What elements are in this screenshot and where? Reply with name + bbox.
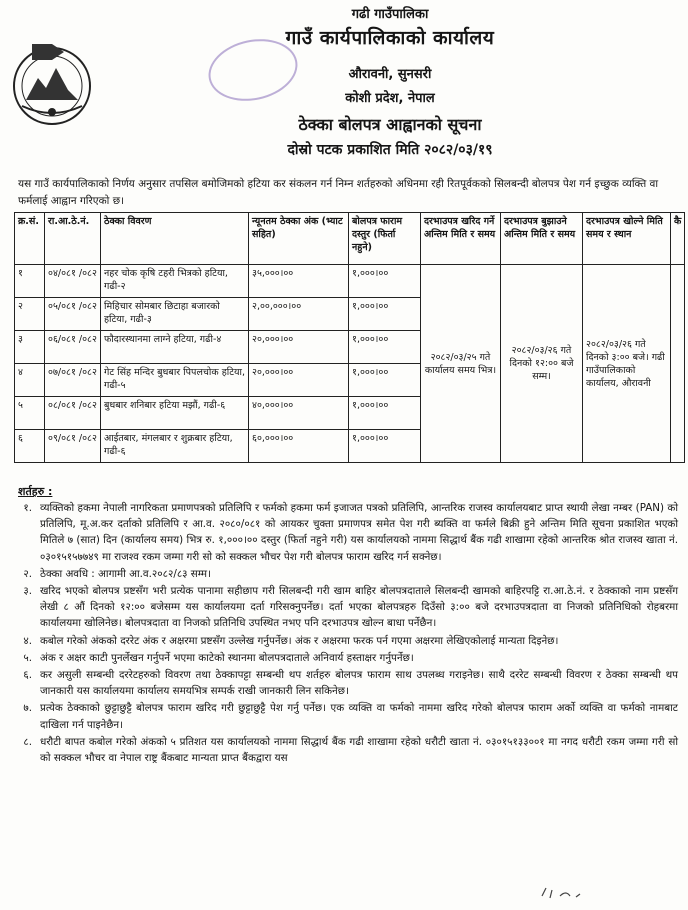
intro-paragraph: यस गाउँ कार्यपालिकाको निर्णय अनुसार तपसिल बमोजिमको हटिया कर संकलन गर्न निम्न शर्तहरुको अधिनमा रही रितपूर्वकको सिलबन्दी बोलपत्र पेश गर्न इच्छुक व्यक्ति वा फर्मलाई आह्वान गरिएको छ।	[18, 178, 659, 207]
province-line: कोशी प्रदेश, नेपाल	[345, 91, 435, 106]
table-header-row	[15, 213, 685, 265]
col-header-opening: दरभाउपत्र खोल्ने मिति समय र स्थान	[583, 213, 671, 265]
cell-description: आईतबार, मंगलबार र शुक्रबार हटिया, गढी-६	[101, 430, 249, 463]
cell-amount: ६०,०००।००	[249, 430, 349, 463]
condition-number: ८.	[23, 735, 32, 748]
col-header-form-fee: बोलपत्र फाराम दस्तुर (फिर्ता नहुने)	[349, 213, 421, 265]
office-address: औरावनी, सुनसरी	[348, 67, 432, 82]
conditions-list	[12, 500, 678, 767]
condition-number: १.	[23, 502, 32, 514]
cell-sn: ५	[15, 397, 45, 430]
condition-text: कर असुली सम्बन्धी दररेटहरुको विवरण तथा ठेक्कापट्टा सम्बन्धी थप शर्तहरु बोलपत्र फाराम साथ उपलब्ध गराइनेछ। साथै दररेट सम्बन्धी विवरण र ठेक्का सम्बन्धी थप जानकारी यस कार्यालयमा कार्यालय समयभित्र सम्पर्क राखी जानकारी लिन सकिनेछ।	[40, 669, 678, 698]
cell-description: नहर चोक कृषि टहरी भित्रको हटिया, गढी-२	[101, 265, 249, 298]
cell-submit-deadline: २०८२/०३/२६ गते दिनको १२:०० बजे सम्म।	[501, 265, 583, 463]
cell-amount: २०,०००।००	[249, 331, 349, 364]
col-header-description: ठेक्का विवरण	[101, 213, 249, 265]
condition-number: ७.	[23, 702, 32, 715]
cell-amount: २०,०००।००	[249, 364, 349, 397]
condition-item	[12, 650, 678, 666]
conditions-heading: शर्तहरु :	[18, 485, 53, 498]
cell-fee: १,०००।००	[349, 364, 421, 397]
col-header-remarks: कै	[671, 213, 685, 265]
condition-text: ठेक्का अवधि : आगामी आ.व.२०८२/८३ सम्म।	[40, 567, 211, 580]
col-header-min-amount: न्यूनतम ठेक्का अंक (भ्याट सहित)	[249, 213, 349, 265]
cell-sn: १	[15, 265, 45, 298]
condition-text: खरिद भएको बोलपत्र प्रष्टसँग भरी प्रत्येक पानामा सहीछाप गरी सिलबन्दी गरी खाम बाहिर बोलपत्रदाताले सिलबन्दी खामको बाहिरपट्टि रा.आ.ठे.नं. र ठेक्काको नाम प्रष्टसँग लेखी ८ औं दिनको १२:०० बजेसम्म यस कार्यालयमा दर्ता गरिसक्नुपर्नेछ। दर्ता भएका बोलपत्रहरु दिउँसो ३:०० बजे दरभाउपत्रदाता वा निजको प्रतिनिधिको रोहबरमा कार्यालयमा खोलिनेछ। बोलपत्रदाता वा निजको प्रतिनिधि उपस्थित नभए पनि दरभाउपत्र खोल्न बाधा पर्नेछैन।	[40, 585, 678, 630]
col-header-submit-deadline: दरभाउपत्र बुझाउने अन्तिम मिति र समय	[501, 213, 583, 265]
cell-description: मिहिचार सोमबार छिटाहा बजारको हटिया, गढी-३	[101, 298, 249, 331]
office-title: गाउँ कार्यपालिकाको कार्यालय	[285, 27, 495, 49]
cell-contract-no: ०५/०८१ /०८२	[45, 298, 101, 331]
cell-contract-no: ०९/०८१ /०८२	[45, 430, 101, 463]
condition-item	[12, 700, 678, 732]
col-header-contract-no: रा.आ.ठे.नं.	[45, 213, 101, 265]
cell-description: बुधबार शनिबार हटिया मझौं, गढी-६	[101, 397, 249, 430]
table-row	[15, 265, 685, 298]
cell-sn: ६	[15, 430, 45, 463]
cell-amount: ३५,०००।००	[249, 265, 349, 298]
cell-opening: २०८२/०३/२६ गते दिनको ३:०० बजे। गढी गाउँपालिकाको कार्यालय, औरावनी	[583, 265, 671, 463]
cell-amount: ४०,०००।००	[249, 397, 349, 430]
contract-table	[14, 212, 685, 463]
cell-fee: १,०००।००	[349, 397, 421, 430]
publish-date: दोस्रो पटक प्रकाशित मिति २०८२/०३/१९	[287, 142, 493, 158]
cell-fee: १,०००।००	[349, 298, 421, 331]
cell-description: फौदारस्थानमा लाग्ने हटिया, गढी-४	[101, 331, 249, 364]
condition-text: प्रत्येक ठेक्काको छुट्टाछुट्टै बोलपत्र फाराम खरिद गरी छुट्टाछुट्टै पेश गर्नु पर्नेछ। एक व्यक्ति वा फर्मको नाममा खरिद गरेको बोलपत्र फाराम अर्को व्यक्ति वा फर्मको नामबाट दाखिला गर्न पाइनेछैन।	[40, 702, 678, 731]
notice-title: ठेक्का बोलपत्र आह्वानको सूचना	[298, 115, 482, 134]
cell-contract-no: ०४/०८१ /०८२	[45, 265, 101, 298]
condition-number: २.	[23, 567, 32, 580]
condition-text: कबोल गरेको अंकको दररेट अंक र अक्षरमा प्रष्टसँग उल्लेख गर्नुपर्नेछ। अंक र अक्षरमा फरक पर्न गएमा अक्षरमा लेखिएकोलाई मान्यता दिइनेछ।	[40, 634, 559, 647]
cell-sn: ४	[15, 364, 45, 397]
cell-fee: १,०००।००	[349, 331, 421, 364]
cell-contract-no: ०६/०८१ /०८२	[45, 331, 101, 364]
condition-text: धरौटी बापत कबोल गरेको अंकको ५ प्रतिशत यस कार्यालयको नाममा सिद्धार्थ बैंक गढी शाखामा रहेको धरौटी खाता नं. ०३०१५१३३००१ मा नगद धरौटी रकम जम्मा गरी सो को सक्कल भौचर वा नेपाल राष्ट्र बैंकबाट मान्यता प्राप्त बैंकद्वारा यस	[40, 735, 678, 765]
handwritten-signature	[540, 884, 600, 902]
condition-text: व्यक्तिको हकमा नेपाली नागरिकता प्रमाणपत्रको प्रतिलिपि र फर्मको हकमा फर्म इजाजत पत्रको प्रतिलिपि, आन्तरिक राजस्व कार्यालयबाट प्राप्त स्थायी लेखा नम्बर (PAN) को प्रतिलिपि, मू.अ.कर दर्ताको प्रतिलिपि र आ.व. २०८०/०८१ को आयकर चुक्ता प्रमाणपत्र समेत पेश गरी ब्यक्ति वा फर्मले बिक्री हुने अन्तिम मिति सूचना प्रकाशित भएको मितिले ७ (सात) दिन (कार्यालय समय) भित्र रु. १,०००।०० दस्तुर (फिर्ता नहुने गरी) यस कार्यालयको नाममा सिद्धार्थ बैंक गढी शाखामा रहेको आन्तरिक श्रोत राजस्व खाता नं. ०३०१५१५७७४९ मा राजश्व रकम जम्मा गरी सो को सक्कल भौचर पेश गरी बोलपत्र फाराम खरिद गर्न सक्नेछ।	[40, 502, 678, 563]
cell-purchase-deadline: २०८२/०३/२५ गते कार्यालय समय भित्र।	[421, 265, 501, 463]
condition-item	[12, 667, 678, 699]
cell-remarks	[671, 265, 685, 463]
condition-item	[12, 583, 678, 632]
cell-fee: १,०००।००	[349, 265, 421, 298]
nepal-emblem-icon	[8, 40, 96, 130]
cell-contract-no: ०७/०८१ /०८२	[45, 364, 101, 397]
condition-item	[12, 633, 678, 649]
condition-text: अंक र अक्षर काटी पुनर्लेखन गर्नुपर्ने भएमा काटेको स्थानमा बोलपत्रदाताले अनिवार्य हस्ताक्षर गर्नुपर्नेछ।	[40, 651, 414, 664]
col-header-sn: क्र.सं.	[15, 213, 45, 265]
condition-number: ३.	[23, 585, 32, 598]
condition-number: ५.	[23, 651, 32, 664]
cell-description: गेट सिंह मन्दिर बुधबार पिपलचोक हटिया, गढी-५	[101, 364, 249, 397]
cell-sn: २	[15, 298, 45, 331]
cell-contract-no: ०८/०८१ /०८२	[45, 397, 101, 430]
municipality-name: गढी गाउँपालिका	[351, 7, 429, 22]
condition-item	[12, 734, 678, 766]
cell-amount: २,००,०००।००	[249, 298, 349, 331]
col-header-purchase-deadline: दरभाउपत्र खरिद गर्ने अन्तिम मिति र समय	[421, 213, 501, 265]
cell-sn: ३	[15, 331, 45, 364]
condition-number: ६.	[23, 669, 32, 682]
condition-item	[12, 566, 678, 582]
cell-fee: १,०००।००	[349, 430, 421, 463]
condition-number: ४.	[23, 634, 32, 647]
condition-item	[12, 500, 678, 565]
